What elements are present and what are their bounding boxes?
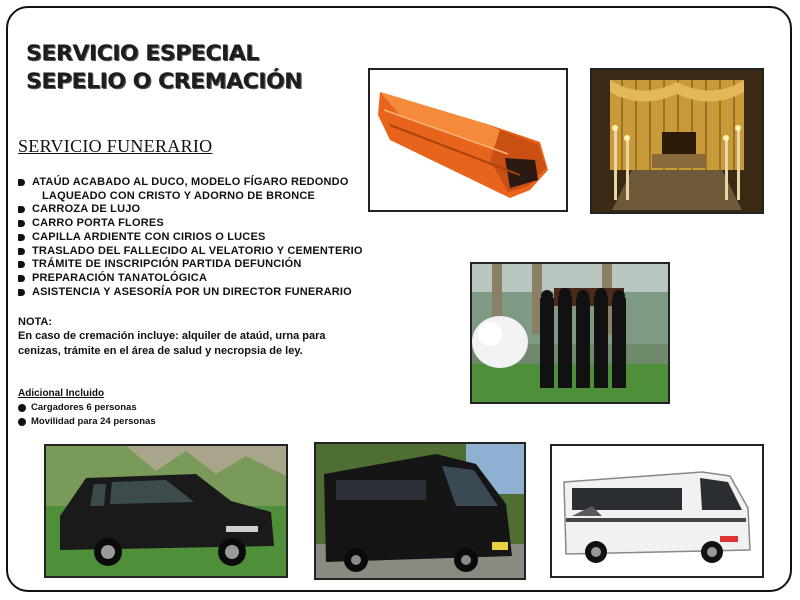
services-list bbox=[18, 176, 363, 299]
bullet-icon bbox=[18, 234, 25, 241]
flyer-sheet bbox=[6, 6, 792, 592]
bus-image bbox=[552, 446, 762, 576]
list-item: LAQUEADO CON CRISTO Y ADORNO DE BRONCE bbox=[42, 189, 316, 202]
chapel-image bbox=[592, 70, 762, 212]
list-item: PREPARACIÓN TANATOLÓGICA bbox=[18, 272, 363, 286]
pallbearers-photo bbox=[470, 262, 670, 404]
bullet-icon bbox=[18, 275, 25, 282]
services-heading: SERVICIO FUNERARIO bbox=[18, 136, 213, 156]
bullet-icon bbox=[18, 179, 25, 186]
nota-heading: NOTA: bbox=[18, 316, 53, 328]
adicional-list bbox=[18, 401, 156, 429]
van-image bbox=[316, 444, 524, 578]
list-item: TRASLADO DEL FALLECIDO AL VELATORIO Y CEMENTERIO bbox=[18, 245, 363, 259]
adicional-heading: Adicional Incluido bbox=[18, 388, 105, 399]
bullet-icon bbox=[18, 220, 25, 227]
bullet-icon bbox=[18, 206, 25, 213]
list-item: CARROZA DE LUJO bbox=[18, 203, 363, 217]
pallbearers-image bbox=[472, 264, 668, 402]
van-photo bbox=[314, 442, 526, 580]
list-item: ATAÚD ACABADO AL DUCO, MODELO FÍGARO REDONDO bbox=[18, 176, 363, 190]
title-line-1: SERVICIO ESPECIAL bbox=[26, 41, 259, 65]
bullet-icon bbox=[18, 418, 26, 426]
chapel-photo bbox=[590, 68, 764, 214]
list-item: CAPILLA ARDIENTE CON CIRIOS O LUCES bbox=[18, 231, 363, 245]
coffin-image bbox=[370, 70, 566, 210]
bullet-icon bbox=[18, 404, 26, 412]
list-item: CARRO PORTA FLORES bbox=[18, 217, 363, 231]
nota-text: En caso de cremación incluye: alquiler de ataúd, urna para cenizas, trámite en el área de salud y necropsia de ley. bbox=[18, 330, 326, 357]
coffin-photo bbox=[368, 68, 568, 212]
bullet-icon bbox=[18, 289, 25, 296]
list-item: ASISTENCIA Y ASESORÍA POR UN DIRECTOR FUNERARIO bbox=[18, 286, 363, 300]
list-item: Movilidad para 24 personas bbox=[18, 415, 156, 429]
title-line-2: SEPELIO O CREMACIÓN bbox=[26, 69, 303, 93]
bullet-icon bbox=[18, 261, 25, 268]
bus-photo bbox=[550, 444, 764, 578]
hearse-image bbox=[46, 446, 286, 576]
list-item: TRÁMITE DE INSCRIPCIÓN PARTIDA DEFUNCIÓN bbox=[18, 258, 363, 272]
list-item: Cargadores 6 personas bbox=[18, 401, 156, 415]
bullet-icon bbox=[18, 248, 25, 255]
hearse-photo bbox=[44, 444, 288, 578]
